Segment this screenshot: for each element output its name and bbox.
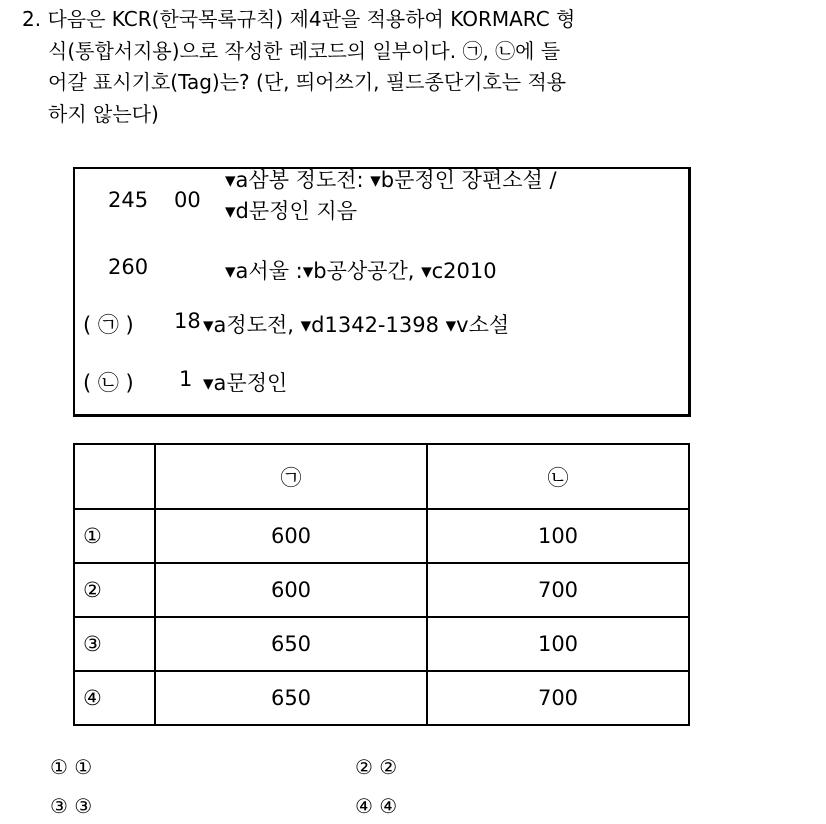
choice-text: ② <box>379 755 398 779</box>
field-245-line1: ▾a삼봉 정도전: ▾b문정인 장편소설 / <box>225 168 557 192</box>
cell: 100 <box>427 509 689 563</box>
marc-record-box <box>73 167 691 417</box>
choice-number: ④ <box>355 794 373 818</box>
cell: 100 <box>427 617 689 671</box>
table-row <box>74 617 689 671</box>
indicator-a: 18 <box>174 309 201 333</box>
cell: 650 <box>155 617 427 671</box>
header-cell <box>74 444 155 509</box>
tag-blank-a: ( ㉠ ) <box>83 313 134 337</box>
cell: 700 <box>427 671 689 725</box>
question-text <box>22 4 762 130</box>
cell: 600 <box>155 563 427 617</box>
field-a: ▾a정도전, ▾d1342-1398 ▾v소설 <box>203 313 510 337</box>
tag-245: 245 <box>108 188 149 212</box>
choice-number: ① <box>50 755 68 779</box>
choice-4[interactable] <box>355 794 397 818</box>
question-line: 어갈 표시기호(Tag)는? (단, 띄어쓰기, 필드종단기호는 적용 <box>48 70 567 94</box>
indicator-b: 1 <box>179 367 193 391</box>
row-label: ① <box>74 509 155 563</box>
choice-text: ④ <box>379 794 398 818</box>
row-label: ② <box>74 563 155 617</box>
field-260: ▾a서울 :▾b공상공간, ▾c2010 <box>225 259 497 283</box>
header-cell: ㉡ <box>427 444 689 509</box>
row-label: ④ <box>74 671 155 725</box>
choice-number: ② <box>355 755 373 779</box>
question-line: 하지 않는다) <box>48 101 159 126</box>
answer-table <box>73 443 690 726</box>
field-b: ▾a문정인 <box>203 371 288 395</box>
cell: 650 <box>155 671 427 725</box>
choice-number: ③ <box>50 794 68 818</box>
choice-1[interactable] <box>50 755 92 779</box>
cell: 700 <box>427 563 689 617</box>
table-row <box>74 563 689 617</box>
field-245-line2: ▾d문정인 지음 <box>225 199 357 223</box>
choice-text: ③ <box>74 794 93 818</box>
indicator-245: 00 <box>174 188 201 212</box>
table-row <box>74 671 689 725</box>
question-line: 2. 다음은 KCR(한국목록규칙) 제4판을 적용하여 KORMARC 형 <box>22 7 576 31</box>
header-cell: ㉠ <box>155 444 427 509</box>
question-line: 식(통합서지용)으로 작성한 레코드의 일부이다. ㉠, ㉡에 들 <box>48 38 561 63</box>
choice-3[interactable] <box>50 794 92 818</box>
tag-blank-b: ( ㉡ ) <box>83 371 134 395</box>
tag-260: 260 <box>108 255 149 279</box>
choice-text: ① <box>74 755 93 779</box>
row-label: ③ <box>74 617 155 671</box>
cell: 600 <box>155 509 427 563</box>
choice-2[interactable] <box>355 755 397 779</box>
table-row <box>74 509 689 563</box>
table-header-row <box>74 444 689 509</box>
